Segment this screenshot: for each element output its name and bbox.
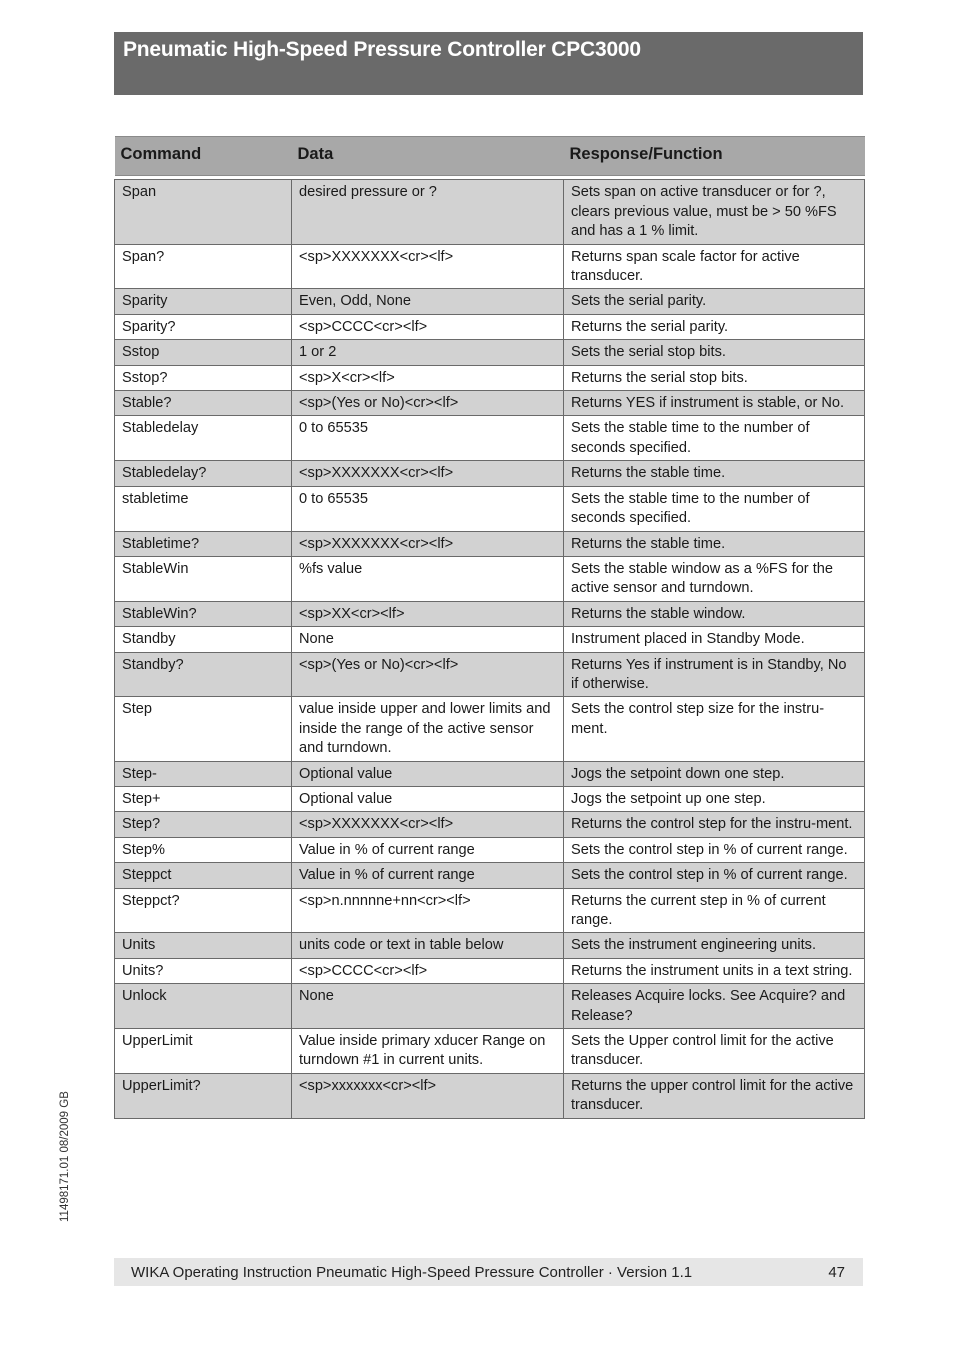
table-row: [115, 391, 865, 416]
table-row: [115, 652, 865, 697]
cell-response: Returns the instrument units in a text string.: [564, 958, 865, 983]
table-row: [115, 933, 865, 958]
cell-command: Stabletime?: [115, 531, 292, 556]
column-header-data: Data: [292, 137, 564, 176]
table-row: [115, 888, 865, 933]
document-code: 11498171.01 08/2009 GB: [59, 1091, 71, 1222]
cell-command: UpperLimit?: [115, 1073, 292, 1118]
cell-command: Step: [115, 697, 292, 761]
page-title: Pneumatic High-Speed Pressure Controller CPC3000: [123, 38, 641, 61]
cell-data: <sp>CCCC<cr><lf>: [292, 958, 564, 983]
table-row: [115, 180, 865, 244]
table-row: [115, 1073, 865, 1118]
cell-response: Sets the stable time to the number of seconds specified.: [564, 416, 865, 461]
cell-data: Even, Odd, None: [292, 289, 564, 314]
cell-data: units code or text in table below: [292, 933, 564, 958]
table-row: [115, 984, 865, 1029]
cell-data: <sp>XXXXXXX<cr><lf>: [292, 461, 564, 486]
cell-response: Returns the upper control limit for the active transducer.: [564, 1073, 865, 1118]
cell-response: Sets span on active transducer or for ?, clears previous value, must be > 50 %FS and has a 1 % limit.: [564, 180, 865, 244]
cell-response: Returns the serial parity.: [564, 314, 865, 339]
table-row: [115, 289, 865, 314]
table-row: [115, 486, 865, 531]
cell-data: %fs value: [292, 556, 564, 601]
cell-command: UpperLimit: [115, 1029, 292, 1074]
cell-command: Sparity: [115, 289, 292, 314]
cell-data: 0 to 65535: [292, 416, 564, 461]
cell-response: Returns Yes if instrument is in Standby, No if otherwise.: [564, 652, 865, 697]
table-row: [115, 837, 865, 862]
cell-command: Stabledelay: [115, 416, 292, 461]
cell-data: <sp>X<cr><lf>: [292, 365, 564, 390]
cell-response: Returns the stable time.: [564, 531, 865, 556]
cell-command: Step-: [115, 761, 292, 786]
table-row: [115, 958, 865, 983]
cell-data: Value inside primary xducer Range on turndown #1 in current units.: [292, 1029, 564, 1074]
command-table: [114, 136, 865, 1119]
cell-command: Step%: [115, 837, 292, 862]
cell-data: <sp>XXXXXXX<cr><lf>: [292, 244, 564, 289]
table-row: [115, 556, 865, 601]
cell-response: Returns the current step in % of current range.: [564, 888, 865, 933]
column-header-command: Command: [115, 137, 292, 176]
cell-data: Value in % of current range: [292, 837, 564, 862]
cell-data: <sp>(Yes or No)<cr><lf>: [292, 652, 564, 697]
page-number: 47: [828, 1264, 845, 1281]
footer: [114, 1258, 863, 1286]
cell-response: Returns the stable window.: [564, 601, 865, 626]
cell-response: Returns the control step for the instru-ment.: [564, 812, 865, 837]
cell-response: Returns the stable time.: [564, 461, 865, 486]
cell-command: Standby?: [115, 652, 292, 697]
cell-response: Sets the serial stop bits.: [564, 340, 865, 365]
column-header-response: Response/Function: [564, 137, 865, 176]
cell-data: <sp>XXXXXXX<cr><lf>: [292, 812, 564, 837]
cell-data: Value in % of current range: [292, 863, 564, 888]
cell-data: None: [292, 627, 564, 652]
cell-command: Sparity?: [115, 314, 292, 339]
table-body: [115, 176, 865, 1118]
cell-command: Units: [115, 933, 292, 958]
cell-data: 0 to 65535: [292, 486, 564, 531]
cell-data: <sp>xxxxxxx<cr><lf>: [292, 1073, 564, 1118]
cell-data: <sp>(Yes or No)<cr><lf>: [292, 391, 564, 416]
cell-response: Sets the control step in % of current range.: [564, 837, 865, 862]
cell-data: 1 or 2: [292, 340, 564, 365]
cell-command: Stable?: [115, 391, 292, 416]
cell-data: <sp>XXXXXXX<cr><lf>: [292, 531, 564, 556]
cell-command: Standby: [115, 627, 292, 652]
cell-command: Stabledelay?: [115, 461, 292, 486]
cell-command: Span: [115, 180, 292, 244]
table-row: [115, 601, 865, 626]
cell-response: Sets the control step size for the instru-ment.: [564, 697, 865, 761]
table-row: [115, 244, 865, 289]
table-row: [115, 1029, 865, 1074]
table-row: [115, 461, 865, 486]
table-row: [115, 697, 865, 761]
cell-data: Optional value: [292, 761, 564, 786]
table-row: [115, 627, 865, 652]
cell-command: Unlock: [115, 984, 292, 1029]
table-row: [115, 812, 865, 837]
cell-response: Jogs the setpoint up one step.: [564, 786, 865, 811]
table-header-row: [115, 137, 865, 176]
cell-command: Step?: [115, 812, 292, 837]
table-row: [115, 786, 865, 811]
header-band: [114, 32, 863, 95]
cell-response: Sets the Upper control limit for the active transducer.: [564, 1029, 865, 1074]
table-row: [115, 314, 865, 339]
cell-response: Instrument placed in Standby Mode.: [564, 627, 865, 652]
cell-command: Steppct?: [115, 888, 292, 933]
cell-response: Returns span scale factor for active transducer.: [564, 244, 865, 289]
cell-data: <sp>n.nnnnne+nn<cr><lf>: [292, 888, 564, 933]
table-row: [115, 340, 865, 365]
cell-command: Steppct: [115, 863, 292, 888]
cell-data: <sp>XX<cr><lf>: [292, 601, 564, 626]
cell-response: Sets the stable window as a %FS for the active sensor and turndown.: [564, 556, 865, 601]
cell-response: Releases Acquire locks. See Acquire? and Release?: [564, 984, 865, 1029]
table-row: [115, 863, 865, 888]
cell-command: Units?: [115, 958, 292, 983]
cell-data: Optional value: [292, 786, 564, 811]
cell-response: Jogs the setpoint down one step.: [564, 761, 865, 786]
table-row: [115, 531, 865, 556]
table-row: [115, 416, 865, 461]
cell-response: Sets the control step in % of current range.: [564, 863, 865, 888]
footer-text: WIKA Operating Instruction Pneumatic High-Speed Pressure Controller · Version 1.1: [131, 1264, 693, 1281]
cell-response: Sets the instrument engineering units.: [564, 933, 865, 958]
cell-command: stabletime: [115, 486, 292, 531]
cell-command: Sstop: [115, 340, 292, 365]
cell-data: desired pressure or ?: [292, 180, 564, 244]
cell-command: Span?: [115, 244, 292, 289]
cell-response: Sets the serial parity.: [564, 289, 865, 314]
cell-data: None: [292, 984, 564, 1029]
cell-command: Step+: [115, 786, 292, 811]
table-row: [115, 365, 865, 390]
cell-data: <sp>CCCC<cr><lf>: [292, 314, 564, 339]
cell-response: Returns YES if instrument is stable, or No.: [564, 391, 865, 416]
cell-response: Sets the stable time to the number of seconds specified.: [564, 486, 865, 531]
cell-command: StableWin: [115, 556, 292, 601]
cell-command: StableWin?: [115, 601, 292, 626]
cell-data: value inside upper and lower limits and inside the range of the active sensor and turndown.: [292, 697, 564, 761]
table-row: [115, 761, 865, 786]
cell-command: Sstop?: [115, 365, 292, 390]
cell-response: Returns the serial stop bits.: [564, 365, 865, 390]
